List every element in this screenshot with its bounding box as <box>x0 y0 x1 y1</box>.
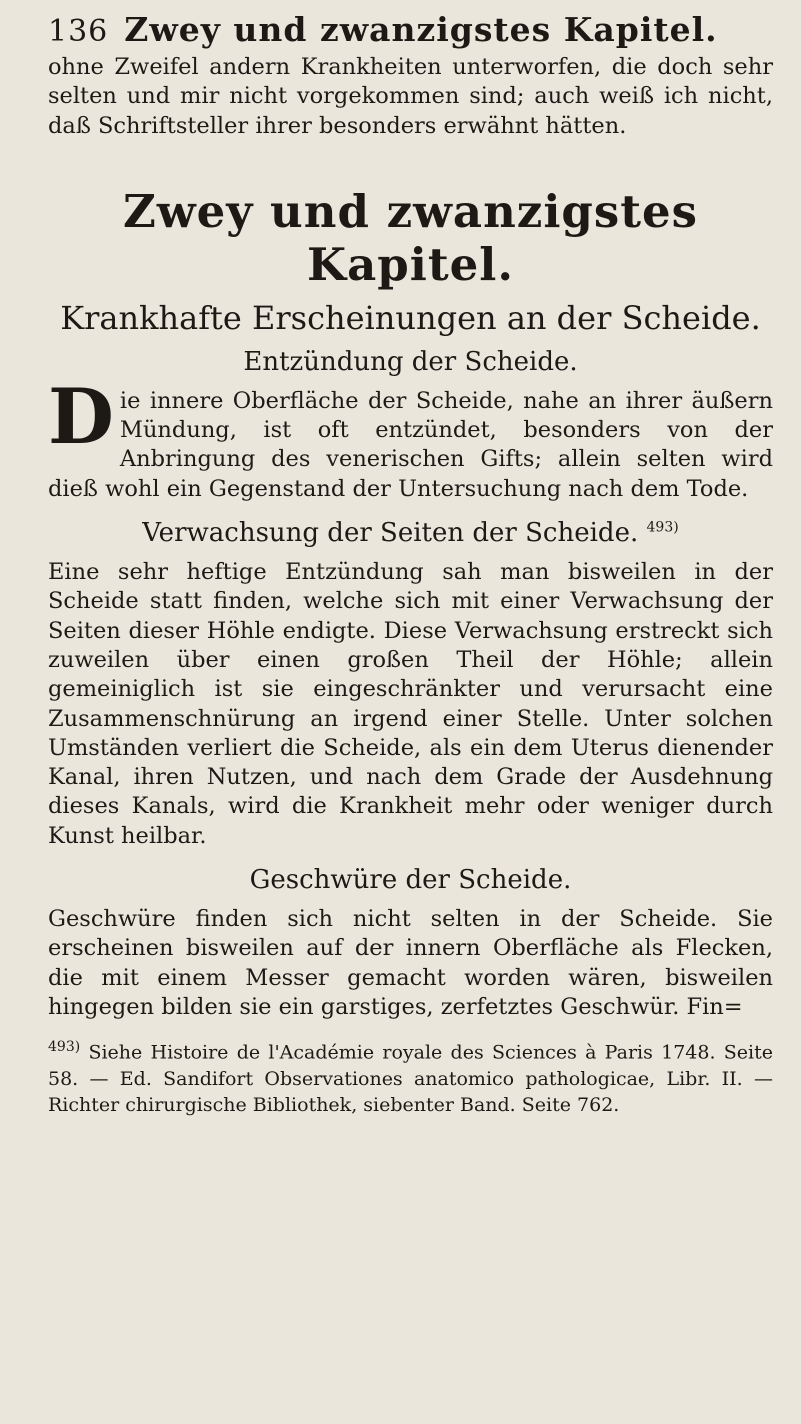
chapter-title: Zwey und zwanzigstes Kapitel. <box>123 184 698 291</box>
section-paragraph-inflammation <box>48 371 773 504</box>
section-title-inflammation: Entzündung der Scheide. <box>243 346 578 377</box>
section-paragraph-adhesion: Eine sehr heftige Entzündung sah man bisweilen in der Scheide statt finden, welche sich mit einer Verwachsung der Seiten dieser Höhle endigte. Diese Verwachsung erstreckt sich zuweilen über einen großen Theil der Höhle; allein gemeiniglich ist sie eingeschränkter und verursacht eine Zusammenschnürung an irgend einer Stelle. Unter solchen Umständen verliert die Scheide, als ein dem Uterus dienender Kanal, ihren Nutzen, und nach dem Grade der Ausdehnung dieses Kanals, wird die Krankheit mehr oder weniger durch Kunst heilbar. <box>48 559 773 849</box>
section-title-ulcers: Geschwüre der Scheide. <box>249 865 572 896</box>
footnote-number: 493) <box>48 1039 81 1056</box>
section-text-inflammation: ie innere Oberfläche der Scheide, nahe an ihrer äußern Mündung, ist oft entzündet, besonders von der Anbringung des venerischen Gifts; allein selten wird dieß wohl ein Gegenstand der Untersuchung nach dem Tode. <box>48 387 773 502</box>
running-head-title: Zwey und zwanzigstes Kapitel. <box>124 10 718 49</box>
section-paragraph-ulcers: Geschwüre finden sich nicht selten in der Scheide. Sie erscheinen bisweilen auf der innern Oberfläche als Flecken, die mit einem Messer gemacht worden wären, bisweilen hingegen bilden sie ein garstiges, zerfetztes Geschwür. Fin= <box>48 906 773 1020</box>
footnote-reference: 493) <box>646 519 679 536</box>
footnote <box>48 1034 773 1117</box>
continuation-paragraph: ohne Zweifel andern Krankheiten unterworfen, die doch sehr selten und mir nicht vorgekommen sind; auch weiß ich nicht, daß Schriftsteller ihrer besonders erwähnt hätten. <box>48 54 773 139</box>
footnote-text: Siehe Histoire de l'Académie royale des Sciences à Paris 1748. Seite 58. — Ed. Sandifort Observationes anatomico pathologicae, Libr. II. — Richter chirurgische Bibliothek, siebenter Band. Seite 762. <box>48 1041 774 1116</box>
running-head <box>48 10 773 49</box>
drop-cap: D <box>48 371 114 461</box>
page-number: 136 <box>48 14 109 49</box>
section-title-adhesion <box>48 518 773 548</box>
chapter-subtitle: Krankhafte Erscheinungen an der Scheide. <box>60 298 761 337</box>
section-title-adhesion-text: Verwachsung der Seiten der Scheide. <box>142 518 639 549</box>
